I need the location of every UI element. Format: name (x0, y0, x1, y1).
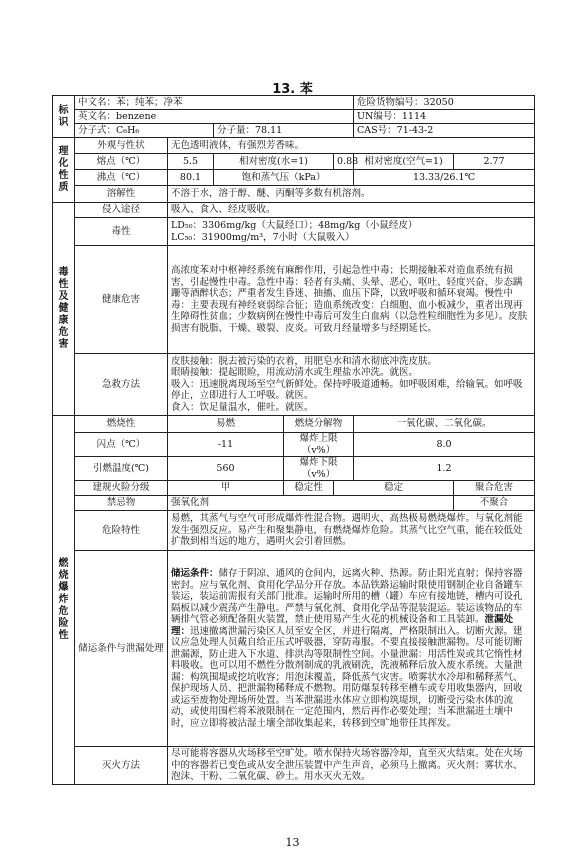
first-aid-eyes: 眼睛接触：提起眼睑，用流动清水或生理盐水冲洗。就医。 (171, 367, 419, 379)
rel-density-air-value: 2.77 (454, 154, 535, 170)
stability-label: 稳定性 (284, 481, 334, 496)
incompatible-value: 强氧化剂 (168, 496, 454, 511)
stability-value: 稳定 (334, 481, 454, 496)
lc50: LC₅₀：31900mg/m³，7小时（大鼠吸入） (171, 231, 355, 243)
polymerization-value: 不聚合 (454, 496, 535, 511)
melting-value: 5.5 (168, 154, 214, 170)
rel-density-air-label: 相对密度(空气=1) (354, 154, 454, 170)
combustion-products-value: 一氧化碳、二氧化碳。 (354, 416, 535, 433)
first-aid-skin: 皮肤接触：脱去被污染的衣着，用肥皂水和清水彻底冲洗皮肤。 (171, 355, 438, 367)
fire-class-label: 建规火险分级 (75, 481, 168, 496)
solubility-label: 溶解性 (75, 186, 168, 203)
storage-value (168, 551, 535, 747)
ignition-label: 引燃温度(℃) (75, 457, 168, 481)
lower-limit-label: 爆炸下限（v%） (284, 457, 354, 481)
health-value: 高浓度苯对中枢神经系统有麻醉作用，引起急性中毒；长期接触苯对造血系统有损害，引起慢性中毒。急性中毒：轻者有头痛、头晕、恶心、呕吐、轻度兴奋、步态蹒跚等酒醉状态；严重者发生昏迷、抽搐、血压下降，以致呼吸和循环衰竭。慢性中毒：主要表现有神经衰弱综合征；造血系统改变：白细胞、血小板减少，重者出现再生障碍性贫血；少数病例在慢性中毒后可发生白血病（以急性粒细胞性为多见）。皮肤损害有脱脂、干燥、皲裂、皮炎。可致月经量增多与经期延长。 (168, 246, 535, 354)
toxicity-label: 毒性 (75, 218, 168, 246)
polymerization-label-text: 聚合危害 (475, 482, 514, 494)
flammability-label: 燃烧性 (75, 416, 168, 433)
rel-density-water-value: 0.88 (334, 154, 354, 170)
section-physchem: 理 化 性 质 (53, 138, 75, 203)
appearance-value: 无色透明液体，有强烈芳香味。 (168, 138, 535, 154)
polymerization-label (454, 481, 535, 496)
msds-table (52, 95, 535, 785)
boiling-value: 80.1 (168, 170, 214, 186)
upper-limit-value: 8.0 (354, 433, 535, 457)
storage-text: 储存于阴凉、通风的仓间内，远离火种、热源。防止阳光直射；保持容器密封。应与氧化剂、食用化学品分开存放。本品铁路运输时限使用钢制企业自备罐车装运，装运前需报有关部门批准。运输时所用的槽（罐）车应有接地链，槽内可设孔隔板以减少震荡产生静电。严禁与氧化剂、食用化学品等混装混运。装运该物品的车辆排气管必须配备阻火装置，禁止使用易产生火花的机械设备和工具装卸。 (171, 568, 523, 625)
first-aid-label: 急救方法 (75, 354, 168, 416)
first-aid-value (168, 354, 535, 416)
un-no: UN编号：1114 (354, 110, 535, 124)
rel-density-water-label: 相对密度(水=1) (214, 154, 334, 170)
hazard-value: 易燃，其蒸气与空气可形成爆炸性混合物。遇明火、高热极易燃烧爆炸。与氧化剂能发生强烈反应。易产生和聚集静电，有燃烧爆炸危险。其蒸气比空气重，能在较低处扩散到相当远的地方，遇明火会引着回燃。 (168, 511, 535, 551)
incompatible-label: 禁忌物 (75, 496, 168, 511)
fire-class-value: 甲 (168, 481, 284, 496)
flash-point-value: -11 (168, 433, 284, 457)
leak-text: 迅速撤离泄漏污染区人员至安全区，并进行隔离，严格限制出入。切断火源。建议应急处理人员戴自给正压式呼吸器，穿防毒服。不要直接接触泄漏物。尽可能切断泄漏源，防止进入下水道、排洪沟等限制性空间。小量泄漏：用活性炭或其它惰性材料吸收。也可以用不燃性分散剂制成的乳液刷洗，洗液稀释后放入废水系统。大量泄漏：构筑围堤或挖坑收容；用泡沫覆盖，降低蒸气灾害。喷雾状水冷却和稀释蒸气、保护现场人员、把泄漏物稀释成不燃物。用防爆泵转移至槽车或专用收集器内，回收或运至废物处理场所处置。当苯泄漏进水体应立即构筑堤坝，切断受污染水体的流动，或使用围栏将苯液限制在一定范围内，然后再作必要处理；当苯泄漏进土壤中时，应立即将被沾湿土壤全部收集起来，转移到空旷地带任其挥发。 (171, 625, 523, 729)
vapor-pressure-value: 13.33/26.1℃ (354, 170, 535, 186)
section-toxicity: 毒 性 及 健 康 危 害 (53, 203, 75, 416)
ld50: LD₅₀：3306mg/kg（大鼠经口）；48mg/kg（小鼠经皮） (171, 220, 418, 231)
ignition-value: 560 (168, 457, 284, 481)
upper-limit-label: 爆炸上限（v%） (284, 433, 354, 457)
first-aid-inhalation: 吸入：迅速脱离现场至空气新鲜处。保持呼吸道通畅。如呼吸困难，给输氧。如呼吸停止，立即进行人工呼吸。就医。 (171, 378, 523, 402)
formula: 分子式：C₆H₆ (75, 124, 214, 138)
cas-no: CAS号：71-43-2 (354, 124, 535, 138)
melting-label: 熔点（℃） (75, 154, 168, 170)
hazard-no: 危险货物编号：32050 (354, 96, 535, 110)
en-name: 英文名：benzene (75, 110, 354, 124)
flammability-value: 易燃 (168, 416, 284, 433)
extinguish-label: 灭火方法 (75, 747, 168, 785)
extinguish-value: 尽可能将容器从火场移至空旷处。喷水保持火场容器冷却，直至灭火结束。处在火场中的容器若已变色或从安全泄压装置中产生声音，必须马上撤离。灭火剂：雾状水、泡沫、干粉、二氧化碳、砂土。用水灭火无效。 (168, 747, 535, 785)
cn-name: 中文名：苯；纯苯；净苯 (75, 96, 354, 110)
route-label: 侵入途径 (75, 203, 168, 218)
appearance-label: 外观与性状 (75, 138, 168, 154)
section-fire: 燃 烧 爆 炸 危 险 性 (53, 416, 75, 785)
page-title: 13. 苯 (272, 82, 313, 97)
solubility-value: 不溶于水，溶于醇、醚、丙酮等多数有机溶剂。 (168, 186, 535, 203)
storage-head: 储运条件： (171, 568, 219, 579)
hazard-label: 危险特性 (75, 511, 168, 551)
health-label: 健康危害 (75, 246, 168, 354)
storage-label: 储运条件与泄漏处理 (75, 551, 168, 747)
leak-head: 泄漏处理： (171, 614, 514, 637)
boiling-label: 沸点（℃） (75, 170, 168, 186)
page-number: 13 (285, 836, 300, 849)
mol-weight: 分子量：78.11 (214, 124, 354, 138)
vapor-pressure-label: 饱和蒸气压（kPa） (214, 170, 354, 186)
route-value: 吸入、食入、经皮吸收。 (168, 203, 535, 218)
toxicity-value (168, 218, 535, 246)
lower-limit-value: 1.2 (354, 457, 535, 481)
first-aid-ingestion: 食入：饮足量温水，催吐。就医。 (171, 401, 314, 413)
flash-point-label: 闪点（℃） (75, 433, 168, 457)
combustion-products-label: 燃烧分解物 (284, 416, 354, 433)
section-identity: 标 识 (53, 96, 75, 138)
